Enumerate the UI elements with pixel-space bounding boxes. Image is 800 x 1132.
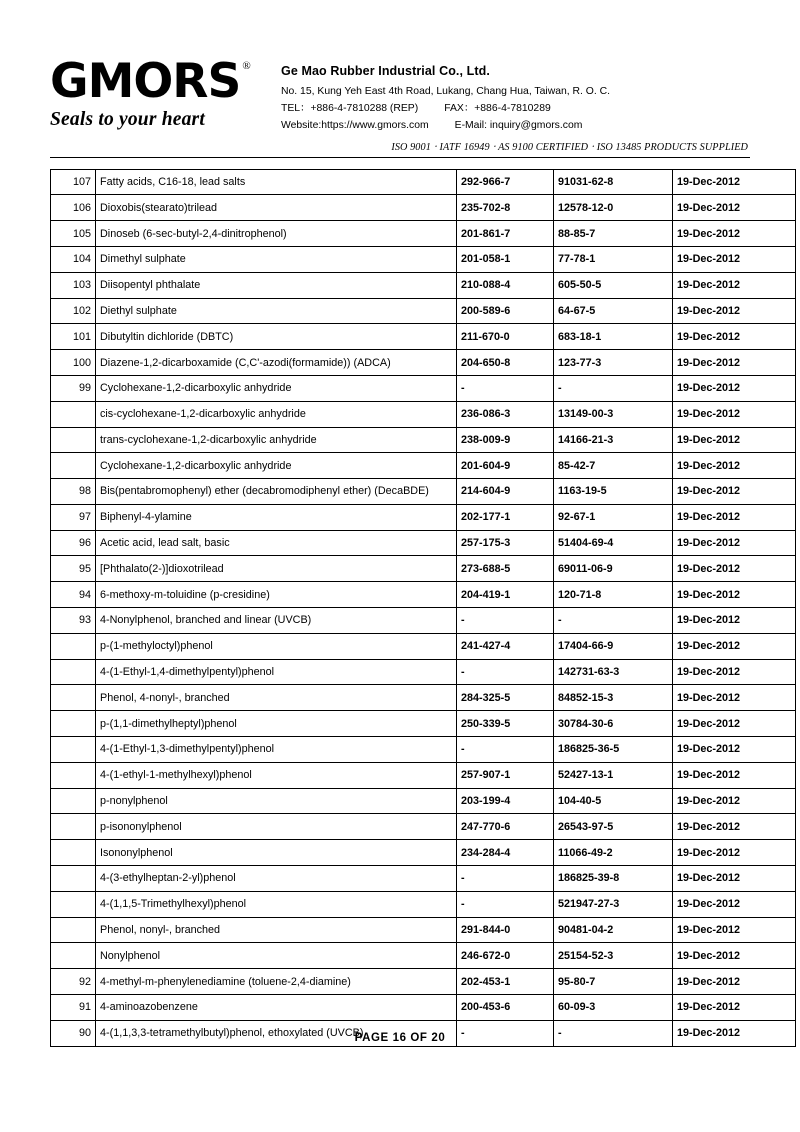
table-row <box>51 375 796 401</box>
company-logo <box>50 54 265 131</box>
cell-number: 92 <box>51 969 96 995</box>
cell-ec-number: 214-604-9 <box>457 479 554 505</box>
cell-substance-name: Phenol, nonyl-, branched <box>96 917 457 943</box>
cell-substance-name: Cyclohexane-1,2-dicarboxylic anhydride <box>96 453 457 479</box>
table-row <box>51 453 796 479</box>
cell-number: 98 <box>51 479 96 505</box>
cell-date: 19-Dec-2012 <box>673 221 796 247</box>
cell-ec-number: 210-088-4 <box>457 272 554 298</box>
cell-date: 19-Dec-2012 <box>673 917 796 943</box>
substances-table <box>50 169 796 1047</box>
logo-text: GMORS <box>50 54 241 109</box>
table-row <box>51 195 796 221</box>
cell-substance-name: 4-methyl-m-phenylenediamine (toluene-2,4-diamine) <box>96 969 457 995</box>
cell-ec-number: 284-325-5 <box>457 685 554 711</box>
cell-date: 19-Dec-2012 <box>673 659 796 685</box>
cell-ec-number: 235-702-8 <box>457 195 554 221</box>
cell-number: 91 <box>51 995 96 1021</box>
table-row <box>51 427 796 453</box>
cell-ec-number: 241-427-4 <box>457 633 554 659</box>
cell-substance-name: Diazene-1,2-dicarboxamide (C,C'-azodi(formamide)) (ADCA) <box>96 350 457 376</box>
cell-cas-number: 77-78-1 <box>554 246 673 272</box>
cell-date: 19-Dec-2012 <box>673 556 796 582</box>
cell-cas-number: 30784-30-6 <box>554 711 673 737</box>
table-row <box>51 711 796 737</box>
cell-cas-number: 683-18-1 <box>554 324 673 350</box>
cell-number <box>51 917 96 943</box>
cell-substance-name: 4-(1-ethyl-1-methylhexyl)phenol <box>96 762 457 788</box>
cell-cas-number: 69011-06-9 <box>554 556 673 582</box>
table-row <box>51 324 796 350</box>
cell-date: 19-Dec-2012 <box>673 969 796 995</box>
cell-cas-number: - <box>554 375 673 401</box>
cell-ec-number: - <box>457 659 554 685</box>
cell-substance-name: 4-(1,1,3,3-tetramethylbutyl)phenol, ethoxylated (UVCB) <box>96 1020 457 1046</box>
table-row <box>51 530 796 556</box>
logo-wordmark <box>50 54 265 109</box>
cell-ec-number: 201-861-7 <box>457 221 554 247</box>
cell-date: 19-Dec-2012 <box>673 246 796 272</box>
cell-substance-name: 6-methoxy-m-toluidine (p-cresidine) <box>96 582 457 608</box>
table-row <box>51 969 796 995</box>
table-row <box>51 608 796 634</box>
cell-date: 19-Dec-2012 <box>673 633 796 659</box>
cell-date: 19-Dec-2012 <box>673 530 796 556</box>
cell-ec-number: 202-453-1 <box>457 969 554 995</box>
cell-cas-number: 605-50-5 <box>554 272 673 298</box>
cell-substance-name: p-nonylphenol <box>96 788 457 814</box>
cell-cas-number: 90481-04-2 <box>554 917 673 943</box>
cell-date: 19-Dec-2012 <box>673 891 796 917</box>
cell-ec-number: 201-058-1 <box>457 246 554 272</box>
cell-ec-number: 200-453-6 <box>457 995 554 1021</box>
cell-number: 90 <box>51 1020 96 1046</box>
cell-date: 19-Dec-2012 <box>673 840 796 866</box>
cell-date: 19-Dec-2012 <box>673 169 796 195</box>
table-row <box>51 685 796 711</box>
cell-date: 19-Dec-2012 <box>673 995 796 1021</box>
cell-number: 93 <box>51 608 96 634</box>
cell-substance-name: cis-cyclohexane-1,2-dicarboxylic anhydride <box>96 401 457 427</box>
cell-number <box>51 711 96 737</box>
cell-number: 96 <box>51 530 96 556</box>
cell-cas-number: 186825-39-8 <box>554 866 673 892</box>
cell-cas-number: 51404-69-4 <box>554 530 673 556</box>
cell-cas-number: 186825-36-5 <box>554 737 673 763</box>
cell-cas-number: 25154-52-3 <box>554 943 673 969</box>
cell-ec-number: 257-907-1 <box>457 762 554 788</box>
cell-date: 19-Dec-2012 <box>673 453 796 479</box>
cell-number <box>51 453 96 479</box>
cell-ec-number: 273-688-5 <box>457 556 554 582</box>
cell-ec-number: - <box>457 608 554 634</box>
cell-number: 102 <box>51 298 96 324</box>
table-row <box>51 917 796 943</box>
cell-ec-number: - <box>457 891 554 917</box>
table-row <box>51 866 796 892</box>
cell-substance-name: Fatty acids, C16-18, lead salts <box>96 169 457 195</box>
cell-cas-number: 120-71-8 <box>554 582 673 608</box>
cell-date: 19-Dec-2012 <box>673 866 796 892</box>
cell-cas-number: 13149-00-3 <box>554 401 673 427</box>
cell-ec-number: 201-604-9 <box>457 453 554 479</box>
cell-cas-number: 26543-97-5 <box>554 814 673 840</box>
cell-number <box>51 788 96 814</box>
cell-ec-number: 204-419-1 <box>457 582 554 608</box>
cell-cas-number: 12578-12-0 <box>554 195 673 221</box>
cell-ec-number: 203-199-4 <box>457 788 554 814</box>
cell-date: 19-Dec-2012 <box>673 298 796 324</box>
cell-substance-name: Nonylphenol <box>96 943 457 969</box>
cell-date: 19-Dec-2012 <box>673 582 796 608</box>
cell-substance-name: Isononylphenol <box>96 840 457 866</box>
cell-number <box>51 943 96 969</box>
cell-substance-name: Dibutyltin dichloride (DBTC) <box>96 324 457 350</box>
cell-date: 19-Dec-2012 <box>673 814 796 840</box>
cell-number <box>51 840 96 866</box>
cell-date: 19-Dec-2012 <box>673 608 796 634</box>
certification-line: ISO 9001 ‧ IATF 16949 ‧ AS 9100 CERTIFIED ‧ ISO 13485 PRODUCTS SUPPLIED <box>391 141 748 153</box>
cell-number: 94 <box>51 582 96 608</box>
table-row <box>51 272 796 298</box>
company-info <box>265 58 750 153</box>
cell-substance-name: trans-cyclohexane-1,2-dicarboxylic anhydride <box>96 427 457 453</box>
cell-ec-number: - <box>457 737 554 763</box>
cell-date: 19-Dec-2012 <box>673 504 796 530</box>
cell-cas-number: 88-85-7 <box>554 221 673 247</box>
cell-ec-number: - <box>457 866 554 892</box>
table-row <box>51 840 796 866</box>
cell-cas-number: 91031-62-8 <box>554 169 673 195</box>
cell-number <box>51 762 96 788</box>
table-body <box>51 169 796 1046</box>
cell-ec-number: 202-177-1 <box>457 504 554 530</box>
cell-substance-name: 4-(3-ethylheptan-2-yl)phenol <box>96 866 457 892</box>
cell-date: 19-Dec-2012 <box>673 401 796 427</box>
cell-ec-number: 292-966-7 <box>457 169 554 195</box>
cell-substance-name: Cyclohexane-1,2-dicarboxylic anhydride <box>96 375 457 401</box>
cell-number: 107 <box>51 169 96 195</box>
company-website[interactable]: Website:https://www.gmors.com <box>281 119 429 131</box>
cell-cas-number: - <box>554 608 673 634</box>
cell-date: 19-Dec-2012 <box>673 272 796 298</box>
cell-cas-number: 521947-27-3 <box>554 891 673 917</box>
company-name: Ge Mao Rubber Industrial Co., Ltd. <box>281 64 490 78</box>
company-web-line <box>281 118 750 135</box>
cell-date: 19-Dec-2012 <box>673 195 796 221</box>
company-tel: TEL：+886-4-7810288 (REP) <box>281 102 419 114</box>
cell-cas-number: 52427-13-1 <box>554 762 673 788</box>
cell-cas-number: 14166-21-3 <box>554 427 673 453</box>
cell-ec-number: 211-670-0 <box>457 324 554 350</box>
cell-date: 19-Dec-2012 <box>673 427 796 453</box>
cell-cas-number: 92-67-1 <box>554 504 673 530</box>
cell-date: 19-Dec-2012 <box>673 1020 796 1046</box>
cell-number <box>51 866 96 892</box>
cell-substance-name: Bis(pentabromophenyl) ether (decabromodiphenyl ether) (DecaBDE) <box>96 479 457 505</box>
cell-ec-number: 200-589-6 <box>457 298 554 324</box>
table-row <box>51 169 796 195</box>
cell-date: 19-Dec-2012 <box>673 943 796 969</box>
cell-substance-name: p-(1,1-dimethylheptyl)phenol <box>96 711 457 737</box>
cell-substance-name: [Phthalato(2-)]dioxotrilead <box>96 556 457 582</box>
table-row <box>51 221 796 247</box>
cell-number: 95 <box>51 556 96 582</box>
registered-trademark-icon: ® <box>242 60 251 72</box>
company-email[interactable]: E-Mail: inquiry@gmors.com <box>454 119 583 131</box>
cell-number <box>51 659 96 685</box>
cell-ec-number: - <box>457 1020 554 1046</box>
table-row <box>51 659 796 685</box>
cell-number <box>51 685 96 711</box>
cell-number <box>51 401 96 427</box>
table-row <box>51 762 796 788</box>
cell-substance-name: Dioxobis(stearato)trilead <box>96 195 457 221</box>
table-row <box>51 582 796 608</box>
cell-ec-number: - <box>457 375 554 401</box>
cell-ec-number: 247-770-6 <box>457 814 554 840</box>
cell-substance-name: 4-Nonylphenol, branched and linear (UVCB) <box>96 608 457 634</box>
cell-substance-name: p-isononylphenol <box>96 814 457 840</box>
cell-cas-number: 85-42-7 <box>554 453 673 479</box>
cell-date: 19-Dec-2012 <box>673 479 796 505</box>
table-row <box>51 995 796 1021</box>
cell-number <box>51 633 96 659</box>
cell-date: 19-Dec-2012 <box>673 350 796 376</box>
cell-substance-name: 4-(1,1,5-Trimethylhexyl)phenol <box>96 891 457 917</box>
cell-cas-number: 60-09-3 <box>554 995 673 1021</box>
cell-ec-number: 236-086-3 <box>457 401 554 427</box>
cell-cas-number: 104-40-5 <box>554 788 673 814</box>
cell-cas-number: 11066-49-2 <box>554 840 673 866</box>
cell-number: 99 <box>51 375 96 401</box>
table-row <box>51 350 796 376</box>
cell-substance-name: p-(1-methyloctyl)phenol <box>96 633 457 659</box>
cell-number <box>51 891 96 917</box>
cell-ec-number: 234-284-4 <box>457 840 554 866</box>
cell-cas-number: - <box>554 1020 673 1046</box>
cell-substance-name: 4-(1-Ethyl-1,3-dimethylpentyl)phenol <box>96 737 457 763</box>
cell-substance-name: Phenol, 4-nonyl-, branched <box>96 685 457 711</box>
table-row <box>51 556 796 582</box>
table-row <box>51 479 796 505</box>
table-row <box>51 504 796 530</box>
table-row <box>51 633 796 659</box>
table-row <box>51 891 796 917</box>
cell-substance-name: 4-(1-Ethyl-1,4-dimethylpentyl)phenol <box>96 659 457 685</box>
cell-date: 19-Dec-2012 <box>673 324 796 350</box>
cell-cas-number: 17404-66-9 <box>554 633 673 659</box>
cell-number: 97 <box>51 504 96 530</box>
table-row <box>51 814 796 840</box>
cell-date: 19-Dec-2012 <box>673 737 796 763</box>
cell-ec-number: 291-844-0 <box>457 917 554 943</box>
cell-substance-name: Diisopentyl phthalate <box>96 272 457 298</box>
cell-cas-number: 64-67-5 <box>554 298 673 324</box>
cell-ec-number: 238-009-9 <box>457 427 554 453</box>
logo-tagline: Seals to your heart <box>50 109 205 130</box>
table-row <box>51 401 796 427</box>
cell-cas-number: 84852-15-3 <box>554 685 673 711</box>
cell-cas-number: 142731-63-3 <box>554 659 673 685</box>
cell-number <box>51 814 96 840</box>
cell-substance-name: Dimethyl sulphate <box>96 246 457 272</box>
table-row <box>51 943 796 969</box>
cell-number: 100 <box>51 350 96 376</box>
table-row <box>51 246 796 272</box>
cell-cas-number: 95-80-7 <box>554 969 673 995</box>
cell-number: 103 <box>51 272 96 298</box>
cell-cas-number: 1163-19-5 <box>554 479 673 505</box>
page-footer: PAGE 16 OF 20 <box>354 1032 446 1044</box>
cell-number <box>51 737 96 763</box>
cell-substance-name: Biphenyl-4-ylamine <box>96 504 457 530</box>
cell-date: 19-Dec-2012 <box>673 375 796 401</box>
cell-ec-number: 250-339-5 <box>457 711 554 737</box>
cell-ec-number: 246-672-0 <box>457 943 554 969</box>
table-row <box>51 788 796 814</box>
page-header <box>50 0 750 153</box>
cell-date: 19-Dec-2012 <box>673 788 796 814</box>
company-phone-line <box>281 101 750 118</box>
cell-substance-name: Dinoseb (6-sec-butyl-2,4-dinitrophenol) <box>96 221 457 247</box>
company-fax: FAX：+886-4-7810289 <box>444 102 551 114</box>
cell-number <box>51 427 96 453</box>
cell-number: 106 <box>51 195 96 221</box>
cell-number: 101 <box>51 324 96 350</box>
table-row <box>51 737 796 763</box>
cell-cas-number: 123-77-3 <box>554 350 673 376</box>
cell-substance-name: 4-aminoazobenzene <box>96 995 457 1021</box>
cell-ec-number: 204-650-8 <box>457 350 554 376</box>
cell-number: 105 <box>51 221 96 247</box>
cell-ec-number: 257-175-3 <box>457 530 554 556</box>
cell-substance-name: Diethyl sulphate <box>96 298 457 324</box>
company-address: No. 15, Kung Yeh East 4th Road, Lukang, Chang Hua, Taiwan, R. O. C. <box>281 86 611 97</box>
cell-date: 19-Dec-2012 <box>673 711 796 737</box>
cell-substance-name: Acetic acid, lead salt, basic <box>96 530 457 556</box>
header-divider <box>50 157 750 158</box>
cell-number: 104 <box>51 246 96 272</box>
table-row <box>51 298 796 324</box>
cell-date: 19-Dec-2012 <box>673 685 796 711</box>
cell-date: 19-Dec-2012 <box>673 762 796 788</box>
